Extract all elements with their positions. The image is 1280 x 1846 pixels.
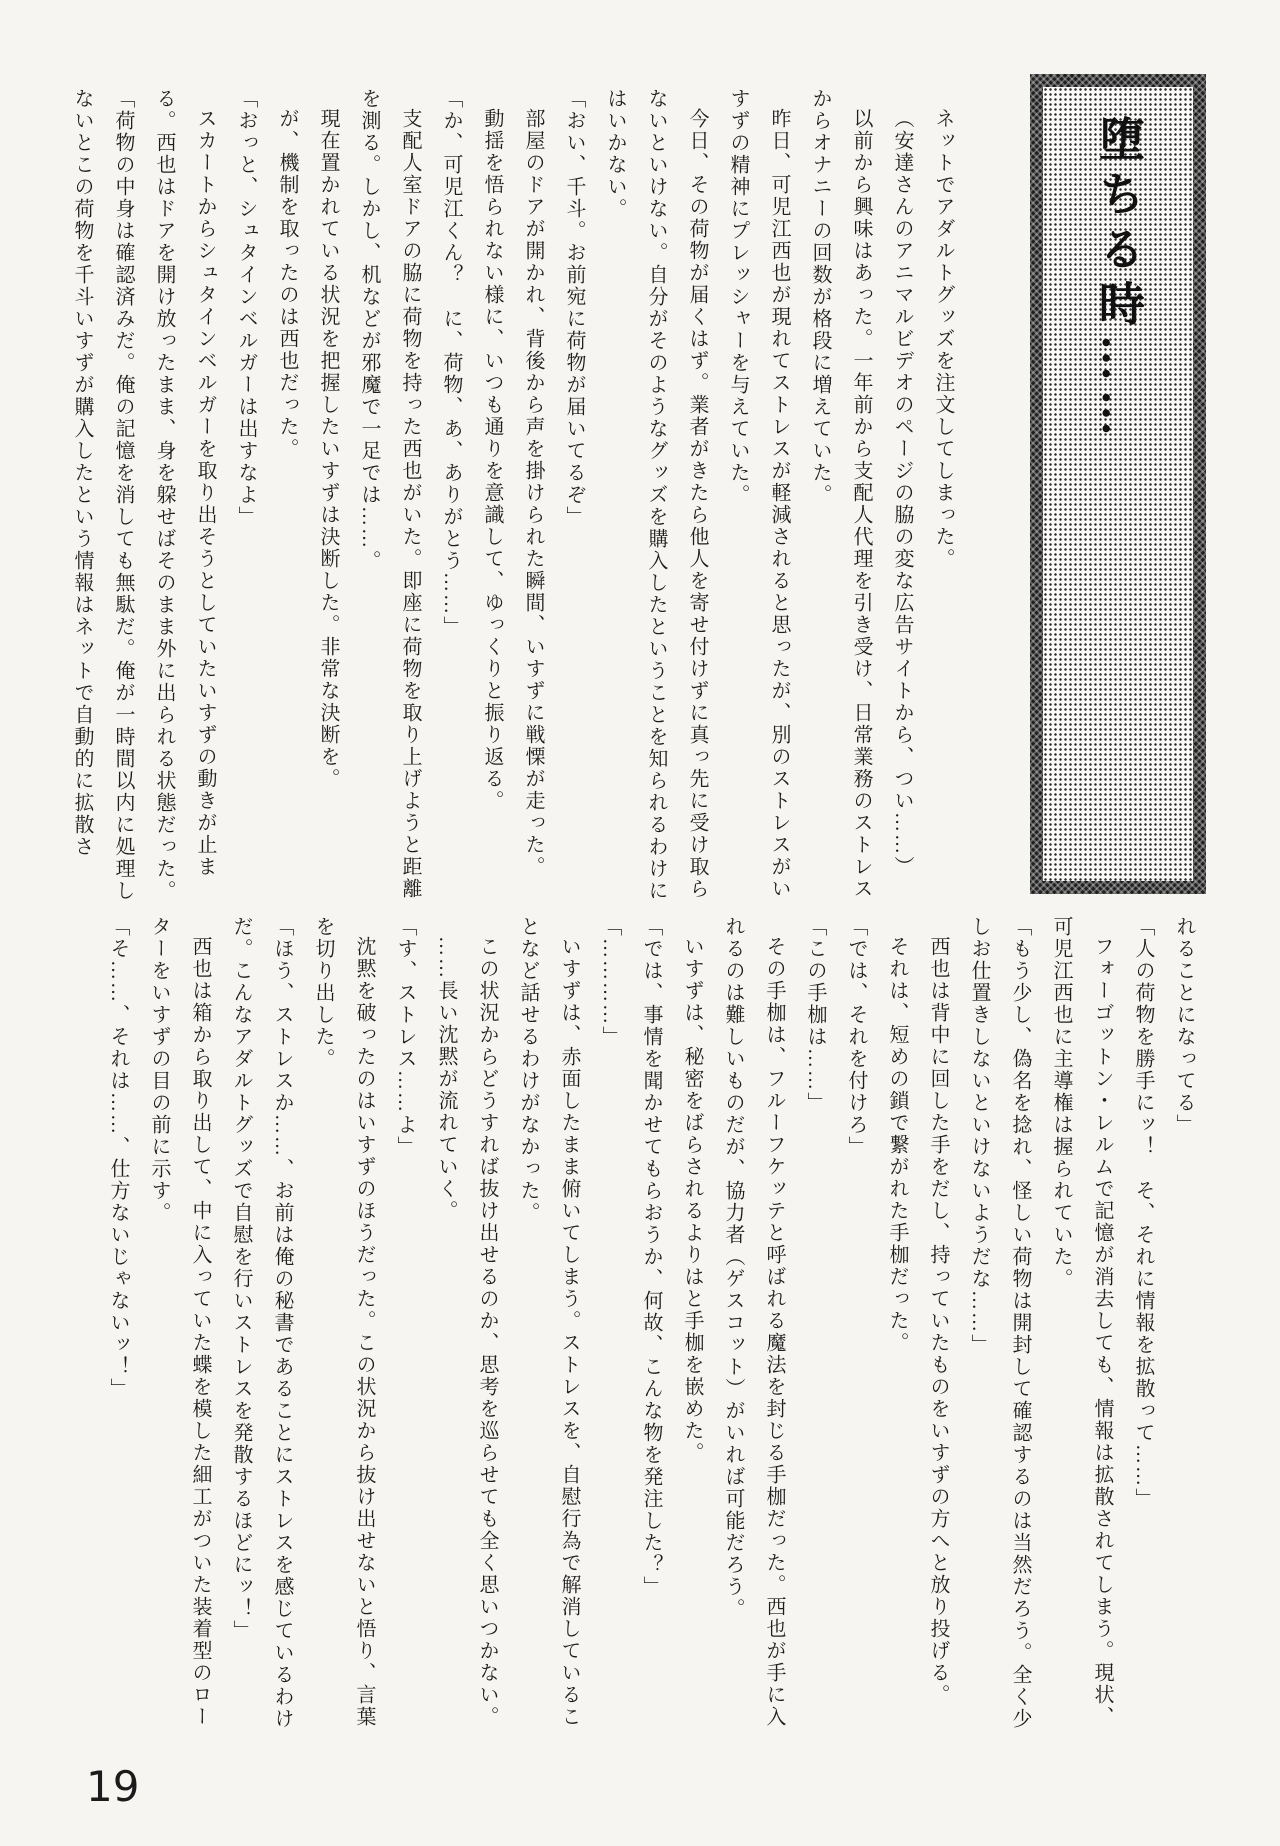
paragraph: いすずは、秘密をばらされるよりはと手枷を嵌めた。 [681,936,703,1464]
paragraph: 今日、その荷物が届くはず。業者がきたら他人を寄せ付けずに真っ先に受け取らないといけない。自分がそのようなグッズを購入したということを知られるわけにはいかない。 [604,88,708,902]
chapter-title: 堕ちる時…… [1093,115,1144,445]
text-band-bottom [54,916,1204,1734]
paragraph: 以前から興味はあった。一年前から支配人代理を引き受け、日常業務のストレスからオナニーの回数が格段に増えていた。 [809,88,872,900]
paragraph: スカートからシュタインベルガーを取り出そうとしていたいすずの動きが止まる。西也はドアを開け放ったまま、身を躱せばそのまま外に出られる状態だった。 [153,88,216,902]
paragraph: 支配人室ドアの脇に荷物を持った西也がいた。即座に荷物を取り上げようと距離を測る。しかし、机などが邪魔で一足では……。 [358,88,421,900]
page-number: 19 [86,1762,140,1811]
paragraph: この状況からどうすれば抜け出せるのか、思考を巡らせても全く思いつかない。 [476,936,498,1728]
paragraph: 西也は背中に回した手をだし、持っていたものをいすずの方へと放り投げる。 [927,936,949,1706]
paragraph: 「ほう、ストレスか……、お前は俺の秘書であることにストレスを感じているわけだ。こんなアダルトグッズで自慰を行いストレスを発散するほどにッ！」 [230,916,293,1730]
paragraph: ネットでアダルトグッズを注文してしまった。 [932,108,954,570]
paragraph: 西也は箱から取り出して、中に入っていた蝶を模した細工がついた装着型のローターをいすずの目の前に示す。 [148,916,211,1728]
paragraph: 「人の荷物を勝手にッ！ そ、それに情報を拡散って……」 [1132,916,1154,1510]
paragraph: 「す、ストレス……よ」 [394,916,416,1158]
paragraph: 沈黙を破ったのはいすずのほうだった。この状況から抜け出せないと悟り、言葉を切り出した。 [312,916,375,1728]
text-band-top [58,88,963,904]
paragraph: 「もう少し、偽名を捻れ、怪しい荷物は開封して確認するのは当然だろう。全く少しお仕置きしないといけないようだな……」 [968,916,1031,1730]
paragraph: 現在置かれている状況を把握したいすずは決断した。非常な決断を。 [317,108,339,790]
chapter-title-box-inner [1043,87,1193,881]
paragraph: 「おっと、シュタインベルガーは出すなよ」 [235,88,257,528]
paragraph: 昨日、可児江西也が現れてストレスが軽減されると思ったが、別のストレスがいすずの精神にプレッシャーを与えていた。 [727,88,790,900]
paragraph: フォーゴットン・レルムで記憶が消去しても、情報は拡散されてしまう。現状、可児江西也に主導権は握られていた。 [1050,916,1113,1728]
paragraph: 「そ……、それは……、仕方ないじゃないッ！」 [107,916,129,1400]
paragraph: 「荷物の中身は確認済みだ。俺の記憶を消しても無駄だ。俺が一時間以内に処理しないとこの荷物を千斗いすずが購入したという情報はネットで自動的に拡散さ [71,88,134,902]
paragraph: 「…………」 [599,916,621,1048]
paragraph: それは、短めの鎖で繋がれた手枷だった。 [886,936,908,1354]
paragraph: 「おい、千斗。お前宛に荷物が届いてるぞ」 [563,88,585,528]
paragraph: 「では、事情を聞かせてもらおうか、何故、こんな物を発注した？」 [640,916,662,1598]
paragraph: 「か、可児江くん？ に、荷物、あ、ありがとう……」 [440,88,462,638]
paragraph: その手枷は、フルーフケッテと呼ばれる魔法を封じる手枷だった。西也が手に入れるのは難しいものだが、協力者（ゲスコット）がいれば可能だろう。 [722,916,785,1728]
paragraph: 「では、それを付けろ」 [845,916,867,1158]
paragraph: いすずは、赤面したまま俯いてしまう。ストレスを、自慰行為で解消していることなど話せるわけがなかった。 [517,916,580,1728]
paragraph: ……長い沈黙が流れていく。 [435,936,457,1222]
chapter-title-box [1030,74,1206,894]
paragraph: が、機制を取ったのは西也だった。 [276,108,298,460]
paragraph: 部屋のドアが開かれ、背後から声を掛けられた瞬間、いすずに戦慄が走った。 [522,108,544,878]
paragraph: （安達さんのアニマルビデオのページの脇の変な広告サイトから、つい……） [891,108,913,878]
paragraph: 「この手枷は……」 [804,916,826,1114]
paragraph: れることになってる」 [1173,916,1195,1136]
paragraph: 動揺を悟られない様に、いつも通りを意識して、ゆっくりと振り返る。 [481,108,503,812]
